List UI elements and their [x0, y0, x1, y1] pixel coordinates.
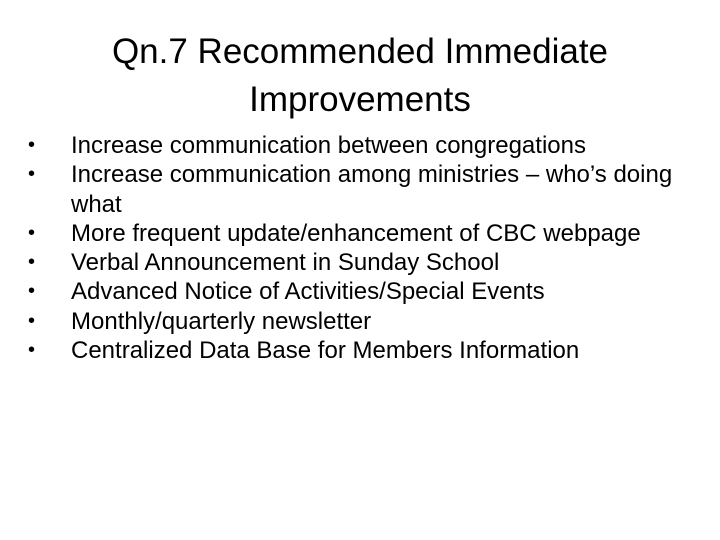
bullet-icon: •: [28, 134, 36, 156]
bullet-icon: •: [28, 309, 36, 332]
bullet-item-communication-congregations: [28, 131, 688, 160]
bullet-icon: •: [28, 163, 36, 186]
bullet-item-webpage-update: [28, 219, 688, 248]
slide-title-line-2: Improvements: [249, 80, 471, 119]
bullet-item-newsletter: [28, 307, 688, 336]
bullet-item-centralized-database: [28, 336, 688, 365]
slide-title-line-1: Qn.7 Recommended Immediate: [111, 32, 609, 71]
bullet-icon: •: [28, 251, 36, 274]
bullet-list: [28, 131, 688, 365]
bullet-icon: •: [28, 339, 36, 362]
bullet-item-advanced-notice: [28, 277, 688, 306]
bullet-text: Increase communication among ministries – who’s doing what: [71, 161, 673, 218]
bullet-item-verbal-announcement: [28, 248, 688, 277]
bullet-text: Centralized Data Base for Members Information: [71, 337, 580, 365]
bullet-icon: •: [28, 221, 36, 244]
bullet-text: Advanced Notice of Activities/Special Events: [71, 278, 545, 306]
bullet-text: Increase communication between congregations: [71, 132, 586, 159]
bullet-item-communication-ministries: [28, 160, 688, 219]
bullet-icon: •: [28, 280, 36, 303]
slide-title: [40, 28, 680, 124]
bullet-text: Monthly/quarterly newsletter: [71, 307, 372, 335]
bullet-text: More frequent update/enhancement of CBC webpage: [71, 219, 641, 247]
bullet-text: Verbal Announcement in Sunday School: [71, 249, 500, 277]
